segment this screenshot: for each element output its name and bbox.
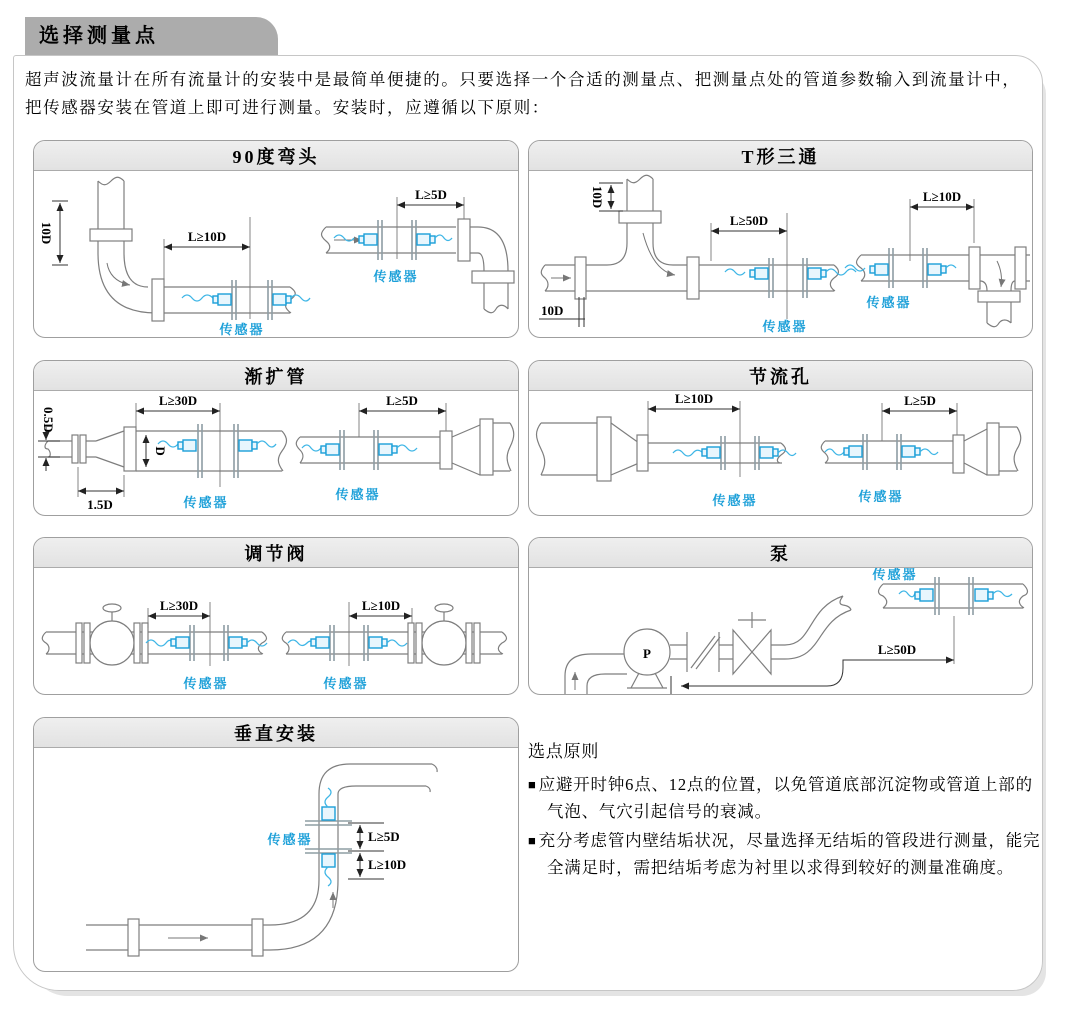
tee-left-diagram [539,175,856,334]
panel-valve-title: 调节阀 [244,543,308,564]
dim-label-d: D [153,446,168,456]
intro-line-2: 把传感器安装在管道上即可进行测量。安装时，应遵循以下原则： [25,98,550,117]
valve-right-diagram [282,598,506,691]
tee-right-diagram [845,189,1030,327]
dim-label-10d-horizontal: 10D [541,303,564,318]
dim-label-l5d: L≥5D [368,829,400,844]
dim-label-l10d: L≥10D [187,229,227,244]
panel-expander [33,360,519,516]
page-title: 选择测量点 [39,25,159,47]
principle-text-2: 充分考虑管内壁结垢状况，尽量选择无结垢的管段进行测量，能完全满足时，需把结垢考虑为衬里以求得到较好的测量准确度。 [538,831,1041,877]
dim-label-15d: 1.5D [87,497,113,512]
dim-label-l5d: L≥5D [415,187,447,202]
panel-expander-title: 渐扩管 [244,366,308,387]
panel-orifice-title: 节流孔 [749,366,812,387]
dim-label-05d: 0.5D [41,407,56,433]
panel-pump-header [529,538,1032,568]
selection-principles [528,738,1042,883]
dim-label-l10d: L≥10D [674,391,714,406]
panel-elbow-header [34,141,518,171]
principle-item [528,827,1042,881]
gate-valve-symbol [733,612,771,674]
orifice-diagram [529,391,1032,516]
sensor-label: 传感器 [267,832,313,847]
page-title-banner [25,17,278,55]
dim-label-l30d: L≥30D [158,393,198,408]
principle-item [528,771,1042,825]
intro-paragraph [25,66,1035,122]
pump-p-label: P [643,646,651,661]
panel-vertical-header [34,718,518,748]
panel-expander-header [34,361,518,391]
panel-orifice [528,360,1033,516]
sensor-label: 传感器 [762,319,808,334]
dim-label-l10d: L≥10D [368,857,407,872]
bullet-icon: ■ [528,777,537,792]
dim-label-l50d: L≥50D [877,642,917,657]
tee-diagram [529,171,1032,338]
sensor-label: 传感器 [219,322,265,337]
dim-label-10d-vertical: 10D [39,221,54,245]
elbow-diagram [34,171,518,338]
dim-label-l10d: L≥10D [361,598,401,613]
orifice-right-diagram [821,393,1021,504]
pump-diagram-group [565,568,1028,695]
expander-right-diagram [296,393,514,502]
pump-diagram [529,568,1032,695]
panel-elbow [33,140,519,338]
vertical-diagram-group [86,764,437,956]
intro-line-1: 超声波流量计在所有流量计的安装中是最简单便捷的。只要选择一个合适的测量点、把测量点处的管道参数输入到流量计中， [25,70,1021,89]
bullet-icon: ■ [528,833,537,848]
panel-tee-header [529,141,1032,171]
vertical-diagram [34,748,518,972]
sensor-label: 传感器 [373,269,419,284]
sensor-label: 传感器 [183,495,229,510]
principle-text-1: 应避开时钟6点、12点的位置，以免管道底部沉淀物或管道上部的气泡、气穴引起信号的衰减。 [538,775,1033,821]
sensor-label: 传感器 [712,493,758,508]
dim-label-l10d: L≥10D [922,189,962,204]
valve-left-diagram [42,598,267,691]
panel-vertical [33,717,519,972]
dim-label-l5d: L≥5D [904,393,936,408]
check-valve-symbol [687,632,720,672]
elbow-right-diagram [322,187,515,313]
dim-label-10d-vertical: 10D [590,185,605,209]
principles-heading: 选点原则 [528,742,600,761]
panel-valve [33,537,519,695]
panel-elbow-title: 90度弯头 [232,146,320,167]
expander-left-diagram [38,393,287,512]
sensor-label: 传感器 [858,489,904,504]
panel-valve-header [34,538,518,568]
orifice-left-diagram [537,391,797,508]
elbow-left-diagram [39,177,310,337]
sensor-label: 传感器 [872,568,918,582]
panel-tee [528,140,1033,338]
sensor-label: 传感器 [335,487,381,502]
expander-diagram [34,391,518,516]
panel-pump-title: 泵 [770,543,791,564]
dim-label-l30d: L≥30D [159,598,199,613]
dim-label-l50d: L≥50D [729,213,769,228]
sensor-label: 传感器 [323,676,369,691]
panel-tee-title: T形三通 [741,146,820,167]
sensor-label: 传感器 [866,295,912,310]
valve-diagram [34,568,518,695]
panel-vertical-title: 垂直安装 [234,723,318,744]
panel-pump [528,537,1033,695]
dim-label-l5d: L≥5D [386,393,418,408]
sensor-label: 传感器 [183,676,229,691]
panel-orifice-header [529,361,1032,391]
